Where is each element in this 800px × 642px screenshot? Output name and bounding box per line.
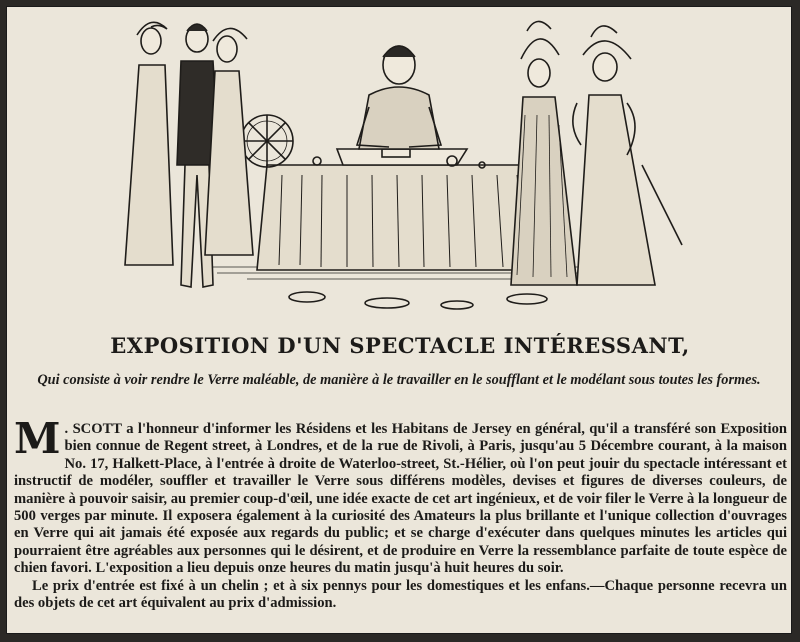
right-ladies-figures — [511, 21, 682, 285]
engraving-illustration — [107, 15, 697, 315]
table — [257, 149, 537, 270]
newspaper-page — [6, 6, 792, 634]
paragraph-2: Le prix d'entrée est fixé à un chelin ; et à six pennys pour les domestiques et les enfans.—Chaque personne recevra un des objets de cet art équivalent au prix d'admission. — [14, 577, 787, 612]
notice-body — [14, 414, 787, 612]
paragraph-1 — [14, 414, 787, 578]
drop-cap: M — [14, 414, 61, 463]
paragraph-1-text: . SCOTT a l'honneur d'informer les Résidens et les Habitans de Jersey en général, qu'il a transféré son Exposition bien connue de Regent street, à Londres, et de la rue de Rivoli, à Paris, jusqu'au 5 Décembre courant, à la maison No. 17, Halkett-Place, à l'entrée à droite de Waterloo-street, St.-Hélier, où l'on peut jouir du spectacle intéressant et instructif de modéler, souffler et travailler le Verre sous différens modèles, devises et figures de diverses couleurs, de manière à pouvoir saisir, au premier coup-d'œil, une idée exacte de cet art ingénieux, et de voir filer le Verre à la longueur de 500 verges par minute. Il exposera également à la curiosité des Amateurs la plus brillante et l'unique collection d'ouvrages en Verre qui ait jamais été exposée aux regards du public; et se charge d'exécuter dans quelques minutes les articles qui pourraient être agréables aux personnes qui le désirent, et de produire en Verre la ressemblance parfaite de toute espèce de chien favori. L'exposition a lieu depuis onze heures du matin jusqu'à huit heures du soir. — [14, 421, 787, 577]
notice-subtitle: Qui consiste à voir rendre le Verre maléable, de manière à le travailler en le soufflant et le modélant sous toutes les formes. — [37, 372, 761, 388]
glassblower-figure — [357, 46, 441, 149]
notice-title: EXPOSITION D'UN SPECTACLE INTÉRESSANT, — [110, 333, 690, 358]
spinning-wheel — [241, 115, 293, 167]
